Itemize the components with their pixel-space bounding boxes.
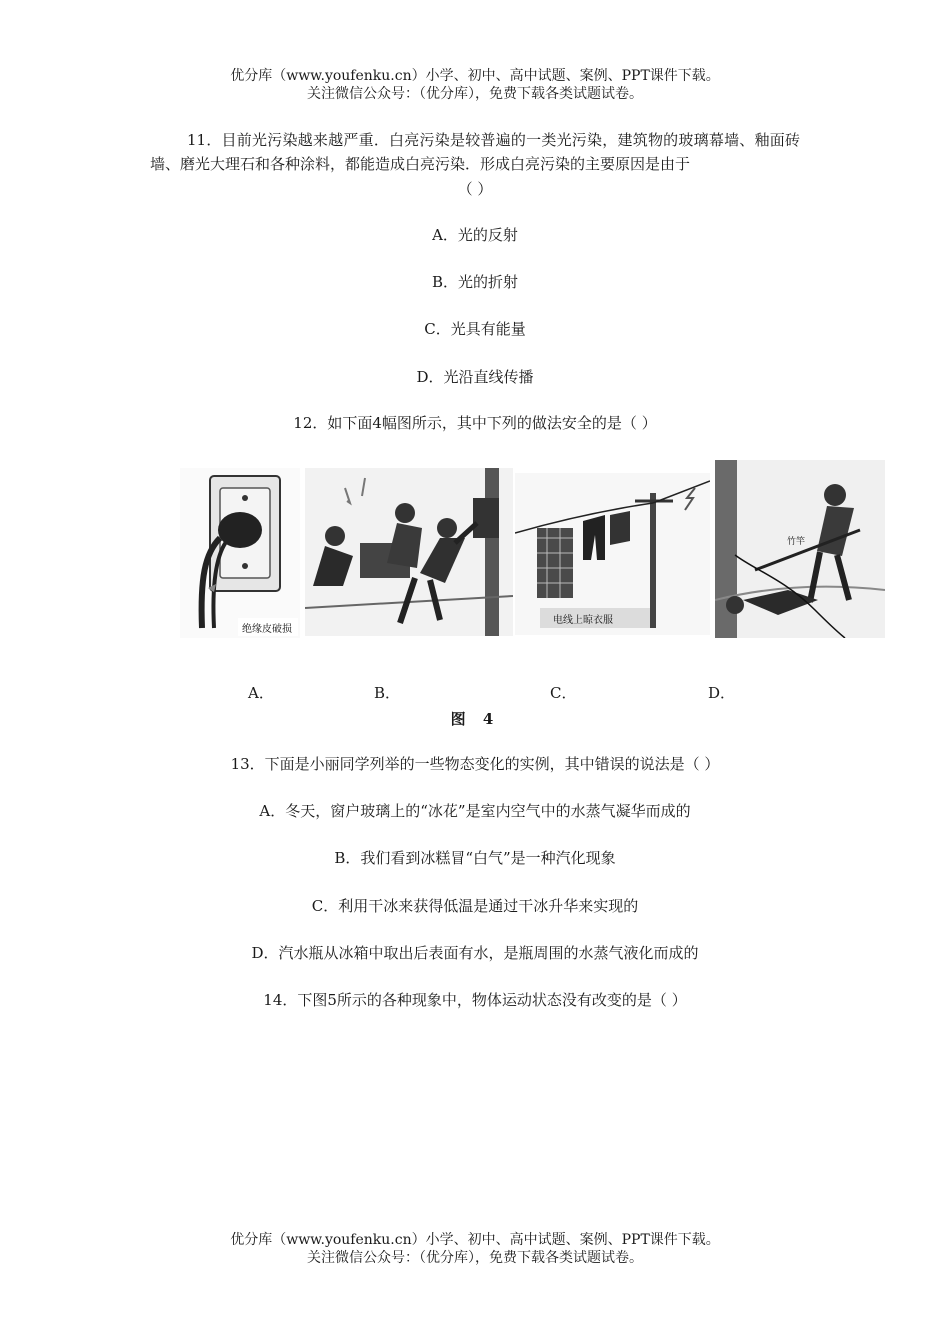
label-bamboo-pole: 竹竿 <box>787 537 806 547</box>
header-line-2: 关注微信公众号：（优分库），免费下载各类试题试卷。 <box>307 86 643 102</box>
image-electric-box-rescue <box>305 468 513 636</box>
question-13-stem: 13．下面是小丽同学列举的一些物态变化的实例，其中错误的说法是（ ） <box>230 755 720 773</box>
q11-option-a: A．光的反射 <box>432 226 518 244</box>
label-clothes-on-wire: 电线上晾衣服 <box>553 615 613 626</box>
q13-option-d: D．汽水瓶从冰箱中取出后表面有水，是瓶周围的水蒸气液化而成的 <box>251 944 699 962</box>
question-14-stem: 14．下图5所示的各种现象中，物体运动状态没有改变的是（ ） <box>263 991 687 1009</box>
header-line-1: 优分库（www.youfenku.cn）小学、初中、高中试题、案例、PPT课件下载。 <box>230 68 720 84</box>
figure-label-b: B． <box>374 684 401 702</box>
image-clothes-on-wire <box>515 473 710 635</box>
bamboo-rescue-illustration <box>715 460 885 638</box>
rescue-illustration <box>305 468 513 636</box>
figure-label-a: A． <box>248 684 274 702</box>
q11-option-b: B．光的折射 <box>431 273 519 291</box>
q13-option-b: B．我们看到冰糕冒“白气”是一种汽化现象 <box>334 849 616 867</box>
figure-4-images <box>180 458 885 648</box>
footer-line-1: 优分库（www.youfenku.cn）小学、初中、高中试题、案例、PPT课件下载。 <box>230 1232 720 1248</box>
figure-label-c: C． <box>550 684 577 702</box>
question-12-stem: 12．如下面4幅图所示，其中下列的做法安全的是（ ） <box>293 414 657 432</box>
figure-4-caption: 图 4 <box>450 710 500 728</box>
image-bamboo-pole-rescue <box>715 460 885 638</box>
label-insulation-damaged: 绝缘皮破损 <box>242 624 292 635</box>
damaged-plug-illustration <box>180 468 300 638</box>
q13-option-c: C．利用干冰来获得低温是通过干冰升华来实现的 <box>311 897 639 915</box>
question-11-stem: 11．目前光污染越来越严重．白亮污染是较普遍的一类光污染，建筑物的玻璃幕墙、釉面砖墙、磨光大理石和各种涂料，都能造成白亮污染．形成白亮污染的主要原因是由于 <box>150 131 800 173</box>
question-11-paren: （ ） <box>457 180 493 198</box>
image-damaged-plug <box>180 468 300 638</box>
q13-option-a: A．冬天，窗户玻璃上的“冰花”是室内空气中的水蒸气凝华而成的 <box>259 802 691 820</box>
q11-option-c: C．光具有能量 <box>424 320 526 338</box>
footer-line-2: 关注微信公众号：（优分库），免费下载各类试题试卷。 <box>307 1250 643 1266</box>
clothes-wire-illustration <box>515 473 710 635</box>
q11-option-d: D．光沿直线传播 <box>416 368 534 386</box>
figure-label-d: D． <box>708 684 736 702</box>
